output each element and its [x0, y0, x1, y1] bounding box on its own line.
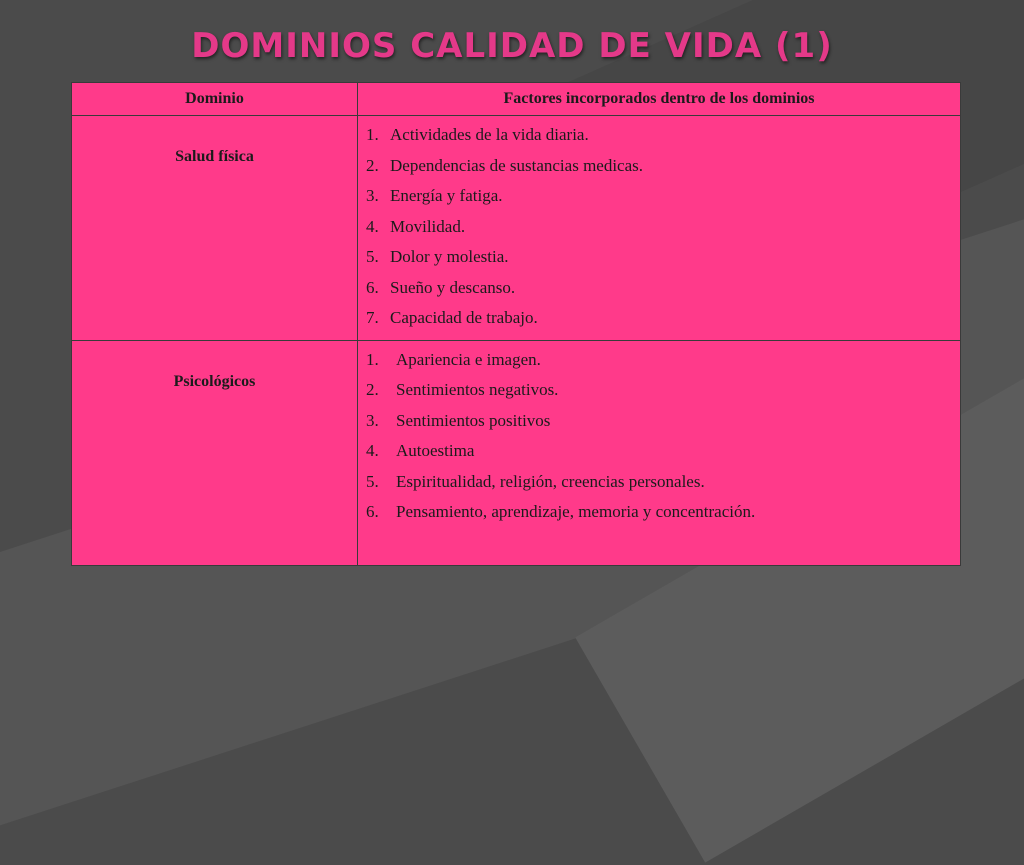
table-row [72, 116, 961, 341]
list-item: 5. Espiritualidad, religión, creencias personales. [366, 471, 705, 491]
domain-label: Salud física [175, 148, 254, 165]
domain-cell [72, 340, 358, 566]
list-item: 1. Apariencia e imagen. [366, 349, 541, 369]
domain-label: Psicológicos [173, 372, 256, 390]
list-item: 5. Dolor y molestia. [366, 247, 509, 266]
list-item: 3. Sentimientos positivos [366, 410, 551, 430]
list-item: 3. Energía y fatiga. [366, 186, 503, 205]
header-factores: Factores incorporados dentro de los dominios [358, 83, 961, 116]
domain-cell [72, 116, 358, 341]
list-item: 2. Sentimientos negativos. [366, 380, 559, 399]
list-item: 4. Autoestima [366, 441, 475, 460]
factors-cell [358, 116, 961, 341]
header-dominio: Dominio [72, 83, 358, 116]
factor-list [358, 341, 960, 534]
domains-table [71, 82, 961, 566]
factor-list [358, 116, 960, 340]
list-item: 4. Movilidad. [366, 216, 466, 236]
table-row [72, 340, 961, 566]
list-item: 6. Sueño y descanso. [366, 277, 516, 297]
list-item: 2. Dependencias de sustancias medicas. [366, 155, 644, 175]
list-item: 7. Capacidad de trabajo. [366, 308, 538, 327]
slide-title: DOMINIOS CALIDAD DE VIDA (1) [191, 26, 833, 66]
list-item: 6. Pensamiento, aprendizaje, memoria y concentración. [366, 502, 756, 521]
table-header-row [72, 83, 961, 116]
list-item: 1. Actividades de la vida diaria. [366, 125, 589, 144]
factors-cell [358, 340, 961, 566]
